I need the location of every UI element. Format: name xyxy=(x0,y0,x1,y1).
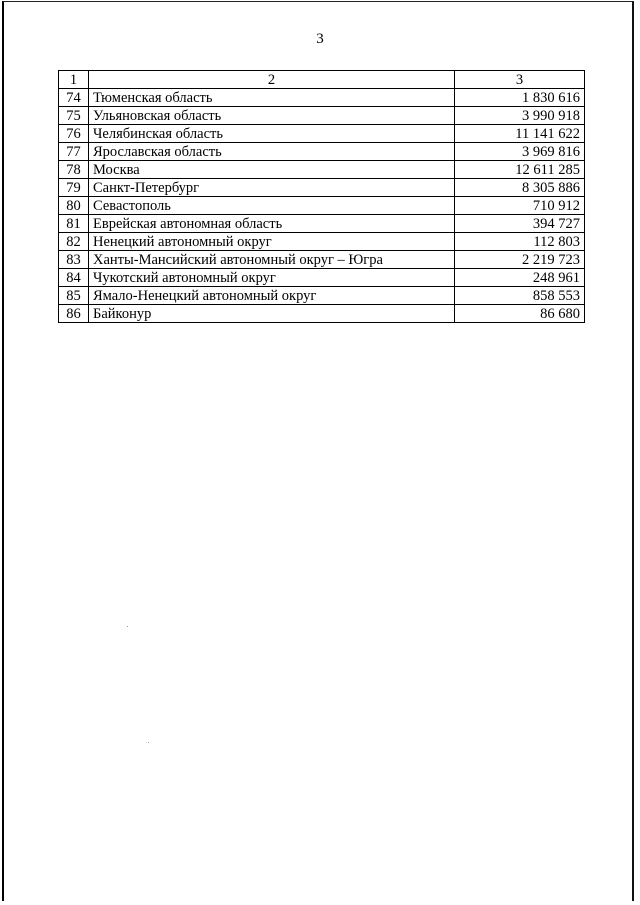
region-name: Чукотский автономный округ xyxy=(89,269,455,287)
row-number: 86 xyxy=(59,305,89,323)
table-header-row xyxy=(59,71,585,89)
header-col-1: 1 xyxy=(59,71,89,89)
header-col-3: 3 xyxy=(455,71,585,89)
region-name: Тюменская область xyxy=(89,89,455,107)
scan-speck xyxy=(127,626,128,627)
region-name: Севастополь xyxy=(89,197,455,215)
region-name: Еврейская автономная область xyxy=(89,215,455,233)
table-row xyxy=(59,179,585,197)
region-value: 858 553 xyxy=(455,287,585,305)
region-value: 1 830 616 xyxy=(455,89,585,107)
region-name: Челябинская область xyxy=(89,125,455,143)
region-value: 3 990 918 xyxy=(455,107,585,125)
row-number: 80 xyxy=(59,197,89,215)
region-value: 3 969 816 xyxy=(455,143,585,161)
row-number: 74 xyxy=(59,89,89,107)
scan-speck xyxy=(148,742,149,743)
table-row xyxy=(59,161,585,179)
region-name: Ульяновская область xyxy=(89,107,455,125)
region-name: Санкт-Петербург xyxy=(89,179,455,197)
header-col-2: 2 xyxy=(89,71,455,89)
table-row xyxy=(59,305,585,323)
region-name: Ярославская область xyxy=(89,143,455,161)
region-value: 11 141 622 xyxy=(455,125,585,143)
region-value: 12 611 285 xyxy=(455,161,585,179)
region-value: 248 961 xyxy=(455,269,585,287)
region-value: 86 680 xyxy=(455,305,585,323)
row-number: 79 xyxy=(59,179,89,197)
row-number: 82 xyxy=(59,233,89,251)
page-number: 3 xyxy=(316,31,324,47)
row-number: 83 xyxy=(59,251,89,269)
region-name: Ямало-Ненецкий автономный округ xyxy=(89,287,455,305)
row-number: 85 xyxy=(59,287,89,305)
table-row xyxy=(59,89,585,107)
region-value: 710 912 xyxy=(455,197,585,215)
region-value: 112 803 xyxy=(455,233,585,251)
table-row xyxy=(59,125,585,143)
data-table xyxy=(58,70,585,323)
table-row xyxy=(59,251,585,269)
region-value: 394 727 xyxy=(455,215,585,233)
row-number: 84 xyxy=(59,269,89,287)
table-row xyxy=(59,107,585,125)
row-number: 81 xyxy=(59,215,89,233)
region-value: 8 305 886 xyxy=(455,179,585,197)
table-row xyxy=(59,143,585,161)
row-number: 75 xyxy=(59,107,89,125)
table-row xyxy=(59,197,585,215)
region-name: Ненецкий автономный округ xyxy=(89,233,455,251)
table-row xyxy=(59,233,585,251)
table-row xyxy=(59,215,585,233)
region-name: Ханты-Мансийский автономный округ – Югра xyxy=(89,251,455,269)
row-number: 77 xyxy=(59,143,89,161)
table-row xyxy=(59,287,585,305)
row-number: 78 xyxy=(59,161,89,179)
region-name: Москва xyxy=(89,161,455,179)
region-name: Байконур xyxy=(89,305,455,323)
row-number: 76 xyxy=(59,125,89,143)
region-value: 2 219 723 xyxy=(455,251,585,269)
table-row xyxy=(59,269,585,287)
